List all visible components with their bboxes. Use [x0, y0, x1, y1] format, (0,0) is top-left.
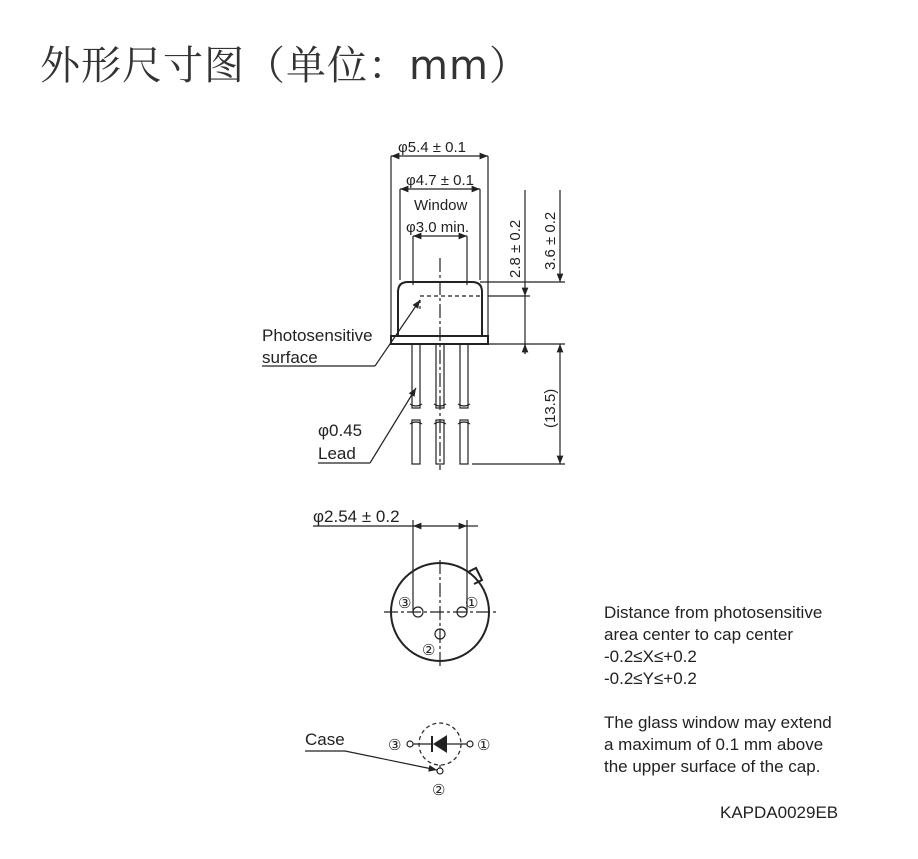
- note-line: The glass window may extend: [604, 713, 832, 732]
- dim-window: φ3.0 min.: [406, 219, 470, 236]
- case-label: Case: [305, 730, 345, 749]
- schematic-pin2: ②: [432, 782, 446, 799]
- note-line: -0.2≤X≤+0.2: [604, 647, 697, 666]
- note-line: Distance from photosensitive: [604, 603, 823, 622]
- photosensitive-label: Photosensitive: [262, 326, 373, 345]
- dim-height-cap: 3.6 ± 0.2: [542, 211, 559, 270]
- lead-diameter: φ0.45: [318, 421, 363, 440]
- distance-note: [604, 602, 822, 690]
- glass-note: [604, 712, 832, 778]
- diode-symbol: [433, 735, 447, 753]
- dim-lead-length: (13.5): [542, 388, 559, 428]
- pin1-label: ①: [465, 595, 479, 612]
- pin2-label: ②: [422, 642, 436, 659]
- dim-height-window: 2.8 ± 0.2: [507, 219, 524, 278]
- note-line: -0.2≤Y≤+0.2: [604, 669, 697, 688]
- dim-cap: φ4.7 ± 0.1: [406, 172, 474, 189]
- note-line: area center to cap center: [604, 625, 794, 644]
- note-line: the upper surface of the cap.: [604, 757, 821, 776]
- page-title: 外形尺寸图（单位：mm）: [40, 43, 530, 89]
- window-label: Window: [414, 197, 468, 214]
- lead-label: Lead: [318, 444, 356, 463]
- schematic-pin1: ①: [477, 737, 491, 754]
- pin3-label: ③: [398, 595, 412, 612]
- dim-outer: φ5.4 ± 0.1: [398, 139, 466, 156]
- photosensitive-label-2: surface: [262, 348, 318, 367]
- dim-pitch: φ2.54 ± 0.2: [313, 507, 400, 526]
- drawing-code: KAPDA0029EB: [720, 803, 839, 822]
- schematic-pin3: ③: [388, 737, 402, 754]
- note-line: a maximum of 0.1 mm above: [604, 735, 824, 754]
